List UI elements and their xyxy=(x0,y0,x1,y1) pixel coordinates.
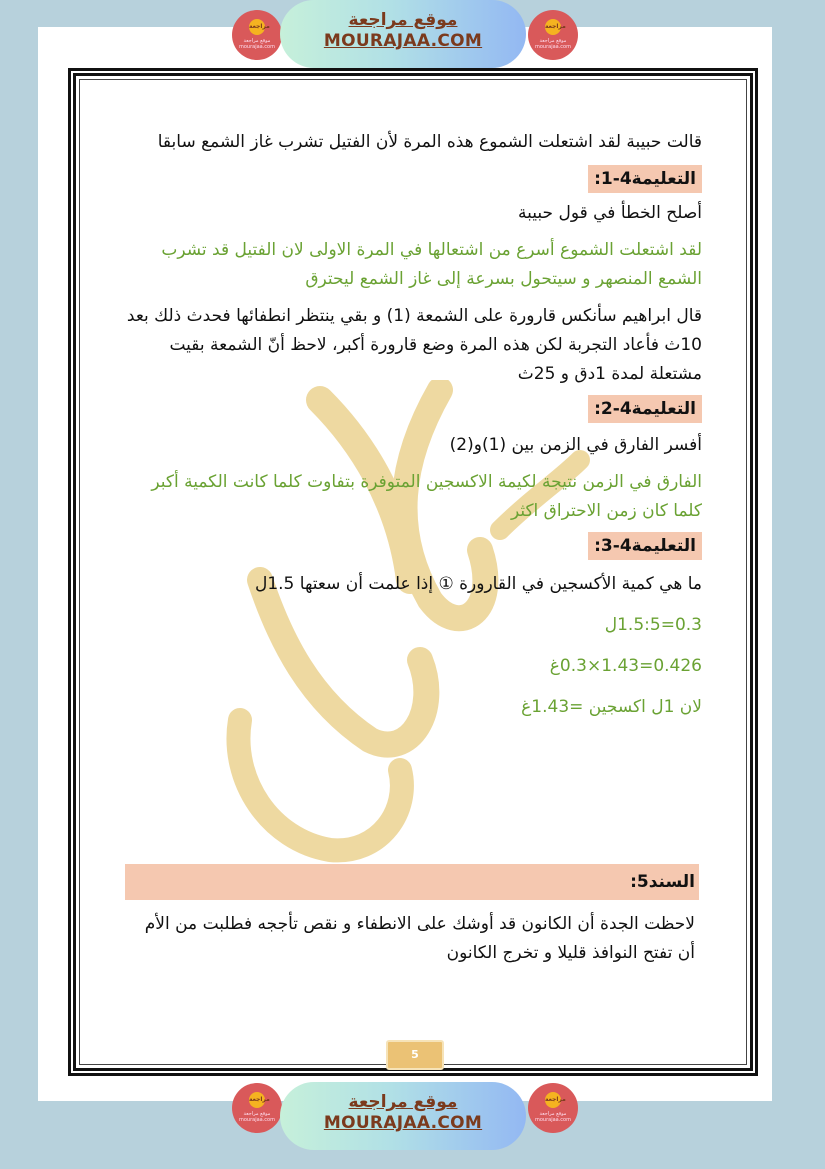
instruction-heading-4-2: التعليمة4-2: xyxy=(588,395,702,423)
answer-4-3-line-3: لان 1ل اكسجين =1.43غ xyxy=(521,697,702,717)
context-paragraph: قال ابراهيم سأنكس قارورة على الشمعة (1) و بقي ينتظر انطفائها فحدث ذلك بعد 10ث فأعاد التجربة لكن هذه المرة وضع قارورة أكبر، لاحظ أنّ الشمعة بقيت مشتعلة لمدة 1دق و 25ث xyxy=(126,306,702,384)
question-4-1: أصلح الخطأ في قول حبيبة xyxy=(518,203,702,223)
site-banner-bottom[interactable] xyxy=(280,1082,526,1150)
site-logo-badge-right[interactable] xyxy=(528,10,578,60)
badge-label: موقع مراجعة mourajaa.com xyxy=(238,1111,275,1123)
site-logo-badge-left-bottom[interactable] xyxy=(232,1083,282,1133)
intro-paragraph: قالت حبيبة لقد اشتعلت الشموع هذه المرة لأن الفتيل تشرب غاز الشمع سابقا xyxy=(157,132,702,152)
banner-site-link[interactable]: MOURAJAA.COM xyxy=(323,31,483,51)
logo-icon: مراجعة xyxy=(545,1092,561,1108)
banner-arabic-title[interactable]: موقع مراجعة xyxy=(348,1092,458,1112)
answer-4-3-line-1: 0.3=1.5:5ل xyxy=(604,615,702,635)
page-number: 5 xyxy=(386,1040,444,1070)
badge-label: موقع مراجعة mourajaa.com xyxy=(534,1111,571,1123)
banner-site-link[interactable]: MOURAJAA.COM xyxy=(323,1113,483,1133)
site-logo-badge-left[interactable] xyxy=(232,10,282,60)
answer-4-1: لقد اشتعلت الشموع أسرع من اشتعالها في المرة الاولى لان الفتيل قد تشرب الشمع المنصهر و سيتحول بسرعة إلى غاز الشمع ليحترق xyxy=(161,240,702,289)
question-4-3: ما هي كمية الأكسجين في القارورة ① إذا علمت أن سعتها 1.5ل xyxy=(254,574,702,594)
document-5-heading: السند5: xyxy=(125,864,699,900)
logo-icon: مراجعة xyxy=(249,19,265,35)
logo-icon: مراجعة xyxy=(545,19,561,35)
answer-4-3-line-2: 0.426=1.43×0.3غ xyxy=(549,656,702,676)
badge-label: موقع مراجعة mourajaa.com xyxy=(238,38,275,50)
document-content xyxy=(122,128,702,732)
site-banner-top[interactable] xyxy=(280,0,526,68)
instruction-heading-4-3: التعليمة4-3: xyxy=(588,532,702,560)
badge-label: موقع مراجعة mourajaa.com xyxy=(534,38,571,50)
answer-4-2: الفارق في الزمن نتيجة لكيمة الاكسجين المتوفرة بتفاوت كلما كانت الكمية أكبر كلما كان زمن الاحتراق اكثر xyxy=(151,472,702,521)
question-4-2: أفسر الفارق في الزمن بين (1)و(2) xyxy=(449,435,702,455)
banner-arabic-title[interactable]: موقع مراجعة xyxy=(348,10,458,30)
instruction-heading-4-1: التعليمة4-1: xyxy=(588,165,702,193)
site-logo-badge-right-bottom[interactable] xyxy=(528,1083,578,1133)
document-5-section xyxy=(125,864,699,968)
document-5-text: لاحظت الجدة أن الكانون قد أوشك على الانطفاء و نقص تأججه فطلبت من الأم أن تفتح النوافذ قليلا و تخرج الكانون xyxy=(144,914,695,963)
logo-icon: مراجعة xyxy=(249,1092,265,1108)
